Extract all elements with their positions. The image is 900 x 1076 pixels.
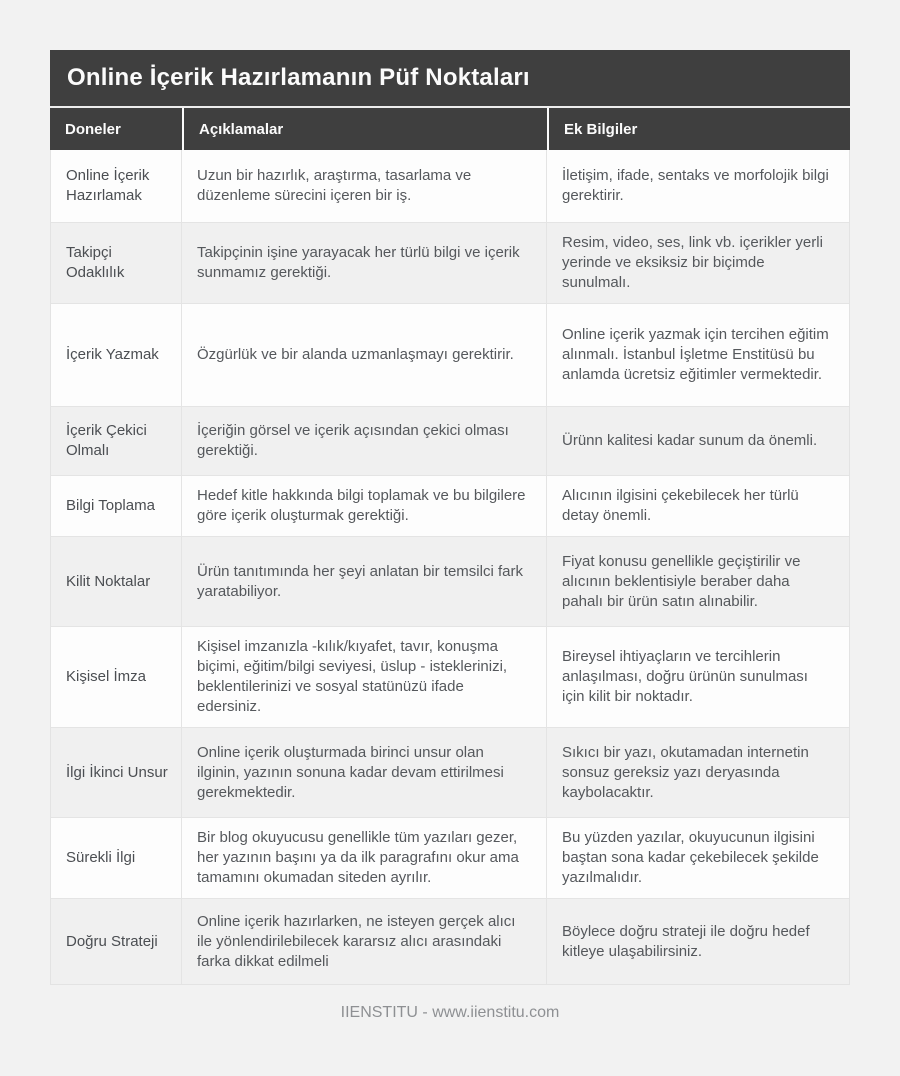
table-row <box>51 303 849 406</box>
cell-description: İçeriğin görsel ve içerik açısından çekici olması gerektiği. <box>182 407 547 475</box>
table-row <box>51 475 849 536</box>
column-header-ek-bilgiler: Ek Bilgiler <box>547 108 850 150</box>
cell-extra-info: Sıkıcı bir yazı, okutamadan internetin sonsuz gereksiz yazı deryasında kaybolacaktır. <box>562 743 809 801</box>
table-row <box>51 536 849 626</box>
cell-description: Takipçinin işine yarayacak her türlü bilgi ve içerik sunmamız gerektiği. <box>182 223 547 303</box>
table-body <box>50 150 850 985</box>
cell-topic: Kişisel İmza <box>51 627 182 727</box>
cell-topic: Sürekli İlgi <box>51 818 182 898</box>
cell-topic: Online İçerik Hazırlamak <box>51 150 182 222</box>
cell-extra-info: Ürünn kalitesi kadar sunum da önemli. <box>562 432 818 449</box>
cell-description: Online içerik hazırlarken, ne isteyen gerçek alıcı ile yönlendirilebilecek kararsız alıcı arasındaki farka dikkat edilmeli <box>182 899 547 984</box>
cell-topic: İlgi İkinci Unsur <box>51 728 182 817</box>
cell-description: Uzun bir hazırlık, araştırma, tasarlama ve düzenleme sürecini içeren bir iş. <box>182 150 547 222</box>
cell-topic: Takipçi Odaklılık <box>51 223 182 303</box>
cell-description: Ürün tanıtımında her şeyi anlatan bir temsilci fark yaratabiliyor. <box>182 537 547 626</box>
table-row <box>51 727 849 817</box>
table-row <box>51 817 849 898</box>
cell-description: Hedef kitle hakkında bilgi toplamak ve bu bilgilere göre içerik oluşturmak gerektiği. <box>182 476 547 536</box>
cell-extra-info: Fiyat konusu genellikle geçiştirilir ve alıcının beklentisiyle beraber daha pahalı bir ürün satın alınabilir. <box>562 552 801 610</box>
column-header-doneler: Doneler <box>65 120 121 138</box>
table-row <box>51 222 849 303</box>
cell-topic: Bilgi Toplama <box>51 476 182 536</box>
cell-extra-info: Bireysel ihtiyaçların ve tercihlerin anlaşılması, doğru ürünün sunulması için kilit bir noktadır. <box>562 648 808 705</box>
cell-topic: Doğru Strateji <box>51 899 182 984</box>
cell-description: Kişisel imzanızla -kılık/kıyafet, tavır, konuşma biçimi, eğitim/bilgi seviyesi, üslup - isteklerinizi, beklentilerinizi ve sosyal statünüzü ifade edersiniz. <box>182 627 547 727</box>
cell-description: Online içerik oluşturmada birinci unsur olan ilginin, yazının sonuna kadar devam ettirilmesi gerekmektedir. <box>182 728 547 817</box>
cell-topic: İçerik Yazmak <box>51 304 182 406</box>
table-row <box>51 898 849 984</box>
cell-extra-info: Online içerik yazmak için tercihen eğitim alınmalı. İstanbul İşletme Enstitüsü bu anlamda ücretsiz eğitimler vermektedir. <box>562 326 829 383</box>
cell-description: Özgürlük ve bir alanda uzmanlaşmayı gerektirir. <box>182 304 547 406</box>
table-header-row <box>50 106 850 150</box>
cell-extra-info: Alıcının ilgisini çekebilecek her türlü detay önemli. <box>562 487 799 524</box>
footer-attribution: IIENSTITU - www.iienstitu.com <box>340 1004 560 1021</box>
page-title: Online İçerik Hazırlamanın Püf Noktaları <box>50 50 850 106</box>
table-row <box>51 406 849 475</box>
cell-extra-info: Bu yüzden yazılar, okuyucunun ilgisini baştan sona kadar çekebilecek şekilde yazılmalıdır. <box>562 829 819 886</box>
table-row <box>51 626 849 727</box>
table-row <box>51 150 849 222</box>
cell-topic: Kilit Noktalar <box>51 537 182 626</box>
cell-description: Bir blog okuyucusu genellikle tüm yazıları gezer, her yazının başını ya da ilk paragrafını okur ama tamamını okumadan siteden ayrılır. <box>182 818 547 898</box>
content-table-card <box>50 50 850 985</box>
cell-extra-info: Böylece doğru strateji ile doğru hedef kitleye ulaşabilirsiniz. <box>562 922 810 960</box>
cell-extra-info: İletişim, ifade, sentaks ve morfolojik bilgi gerektirir. <box>562 167 829 204</box>
column-header-aciklamalar: Açıklamalar <box>182 108 547 150</box>
cell-topic: İçerik Çekici Olmalı <box>51 407 182 475</box>
cell-extra-info: Resim, video, ses, link vb. içerikler yerli yerinde ve eksiksiz bir biçimde sunulmalı. <box>562 234 823 291</box>
